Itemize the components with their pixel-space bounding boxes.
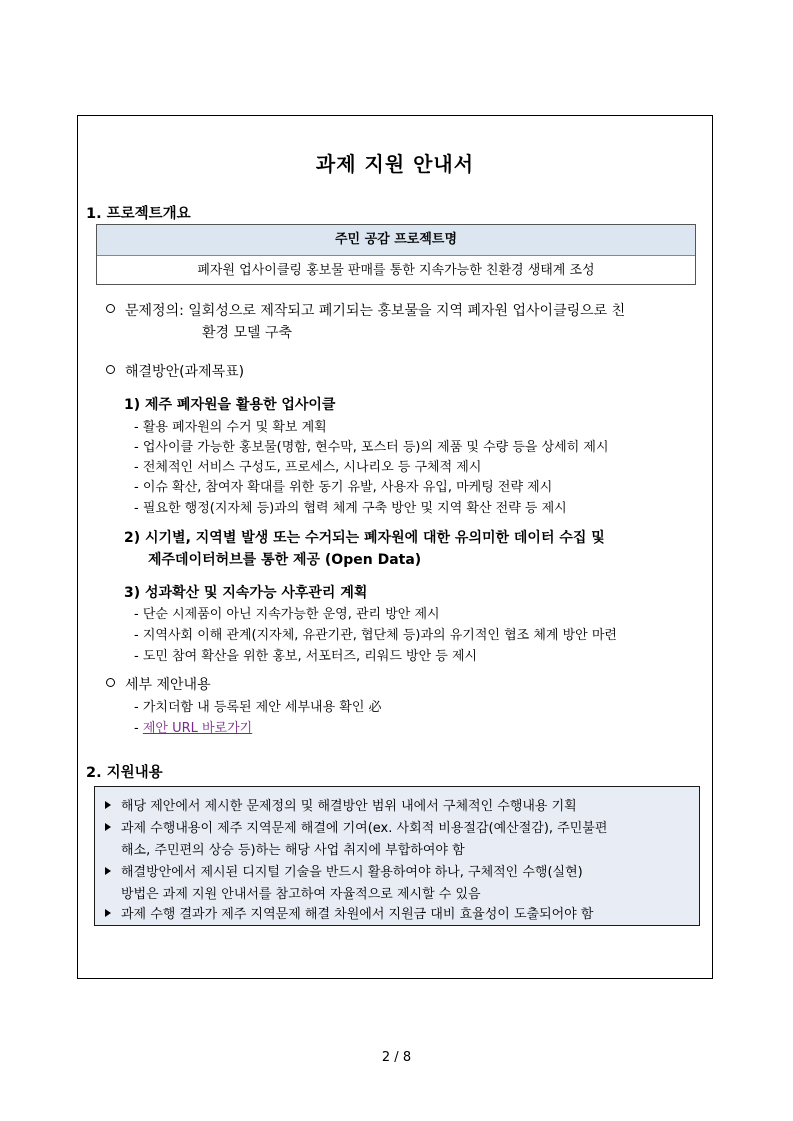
page-title: 과제 지원 안내서 bbox=[315, 152, 475, 176]
section2-heading: 2. 지원내용 bbox=[86, 765, 163, 781]
proposal-url-link[interactable]: 제안 URL 바로가기 bbox=[142, 721, 253, 736]
sub2-title-line2: 제주데이터허브를 통한 제공 (Open Data) bbox=[148, 552, 422, 568]
support-item-text: 해당 제안에서 제시한 문제정의 및 해결방안 범위 내에서 구체적인 수행내용 기획 bbox=[121, 799, 577, 814]
sub3-title: 3) 성과확산 및 지속가능 사후관리 계획 bbox=[124, 585, 368, 601]
detail-label: 세부 제안내용 bbox=[125, 677, 211, 693]
sub3-item: - 지역사회 이해 관계(지자체, 유관기관, 협단체 등)과의 유기적인 협조 체계 방안 마련 bbox=[134, 628, 617, 643]
support-box bbox=[94, 786, 700, 926]
detail-item: - 가치더함 내 등록된 제안 세부내용 확인 必 bbox=[134, 700, 382, 715]
triangle-bullet-icon bbox=[105, 909, 111, 917]
circle-bullet-icon bbox=[106, 678, 115, 687]
detail-link-dash: - bbox=[134, 721, 143, 736]
circle-bullet-icon bbox=[106, 365, 115, 374]
problem-label: 문제정의: bbox=[125, 303, 184, 319]
solution-label: 해결방안(과제목표) bbox=[125, 364, 245, 380]
support-item-text: 과제 수행 결과가 제주 지역문제 해결 차원에서 지원금 대비 효율성이 도출되어야 함 bbox=[121, 907, 594, 922]
problem-text-line2: 환경 모델 구축 bbox=[202, 325, 293, 341]
detail-heading bbox=[106, 674, 211, 694]
support-item bbox=[105, 861, 583, 880]
sub1-item: - 필요한 행정(지자체 등)과의 협력 체계 구축 방안 및 지역 확산 전략 등 제시 bbox=[134, 501, 567, 516]
sub1-item: - 이슈 확산, 참여자 확대를 위한 동기 유발, 사용자 유입, 마케팅 전략 제시 bbox=[134, 480, 553, 495]
sub1-item: - 전체적인 서비스 구성도, 프로세스, 시나리오 등 구체적 제시 bbox=[134, 460, 482, 475]
section1-heading: 1. 프로젝트개요 bbox=[86, 206, 191, 222]
triangle-bullet-icon bbox=[105, 823, 111, 831]
document-frame bbox=[77, 115, 713, 979]
triangle-bullet-icon bbox=[105, 867, 111, 875]
triangle-bullet-icon bbox=[105, 801, 111, 809]
problem-definition bbox=[106, 300, 625, 320]
solution-heading bbox=[106, 361, 244, 381]
support-item bbox=[105, 903, 593, 922]
support-item-continuation: 해소, 주민편의 상승 등)하는 해당 사업 취지에 부합하여야 함 bbox=[121, 843, 465, 858]
support-item bbox=[105, 795, 577, 814]
support-item bbox=[105, 817, 607, 836]
sub3-item: - 도민 참여 확산을 위한 홍보, 서포터즈, 리워드 방안 등 제시 bbox=[134, 649, 478, 664]
sub1-item: - 활용 폐자원의 수거 및 확보 계획 bbox=[134, 420, 327, 435]
support-item-continuation: 방법은 과제 지원 안내서를 참고하여 자율적으로 제시할 수 있음 bbox=[121, 887, 481, 902]
circle-bullet-icon bbox=[106, 304, 115, 313]
support-item-text: 과제 수행내용이 제주 지역문제 해결에 기여(ex. 사회적 비용절감(예산절감), 주민불편 bbox=[121, 821, 608, 836]
project-table bbox=[96, 224, 696, 285]
project-table-name: 폐자원 업사이클링 홍보물 판매를 통한 지속가능한 친환경 생태계 조성 bbox=[197, 263, 595, 278]
sub2-title-line1: 2) 시기별, 지역별 발생 또는 수거되는 폐자원에 대한 유의미한 데이터 수집 및 bbox=[124, 530, 605, 546]
detail-link-row bbox=[134, 717, 252, 736]
sub1-title: 1) 제주 폐자원을 활용한 업사이클 bbox=[124, 397, 336, 413]
sub1-item: - 업사이클 가능한 홍보물(명함, 현수막, 포스터 등)의 제품 및 수량 등을 상세히 제시 bbox=[134, 440, 609, 455]
page-number: 2 / 8 bbox=[381, 1050, 412, 1065]
problem-text-line1: 일회성으로 제작되고 폐기되는 홍보물을 지역 폐자원 업사이클링으로 친 bbox=[188, 303, 626, 319]
support-item-text: 해결방안에서 제시된 디지털 기술을 반드시 활용하여야 하나, 구체적인 수행(실현) bbox=[121, 865, 583, 880]
project-table-header: 주민 공감 프로젝트명 bbox=[97, 225, 695, 256]
sub3-item: - 단순 시제품이 아닌 지속가능한 운영, 관리 방안 제시 bbox=[134, 607, 440, 622]
